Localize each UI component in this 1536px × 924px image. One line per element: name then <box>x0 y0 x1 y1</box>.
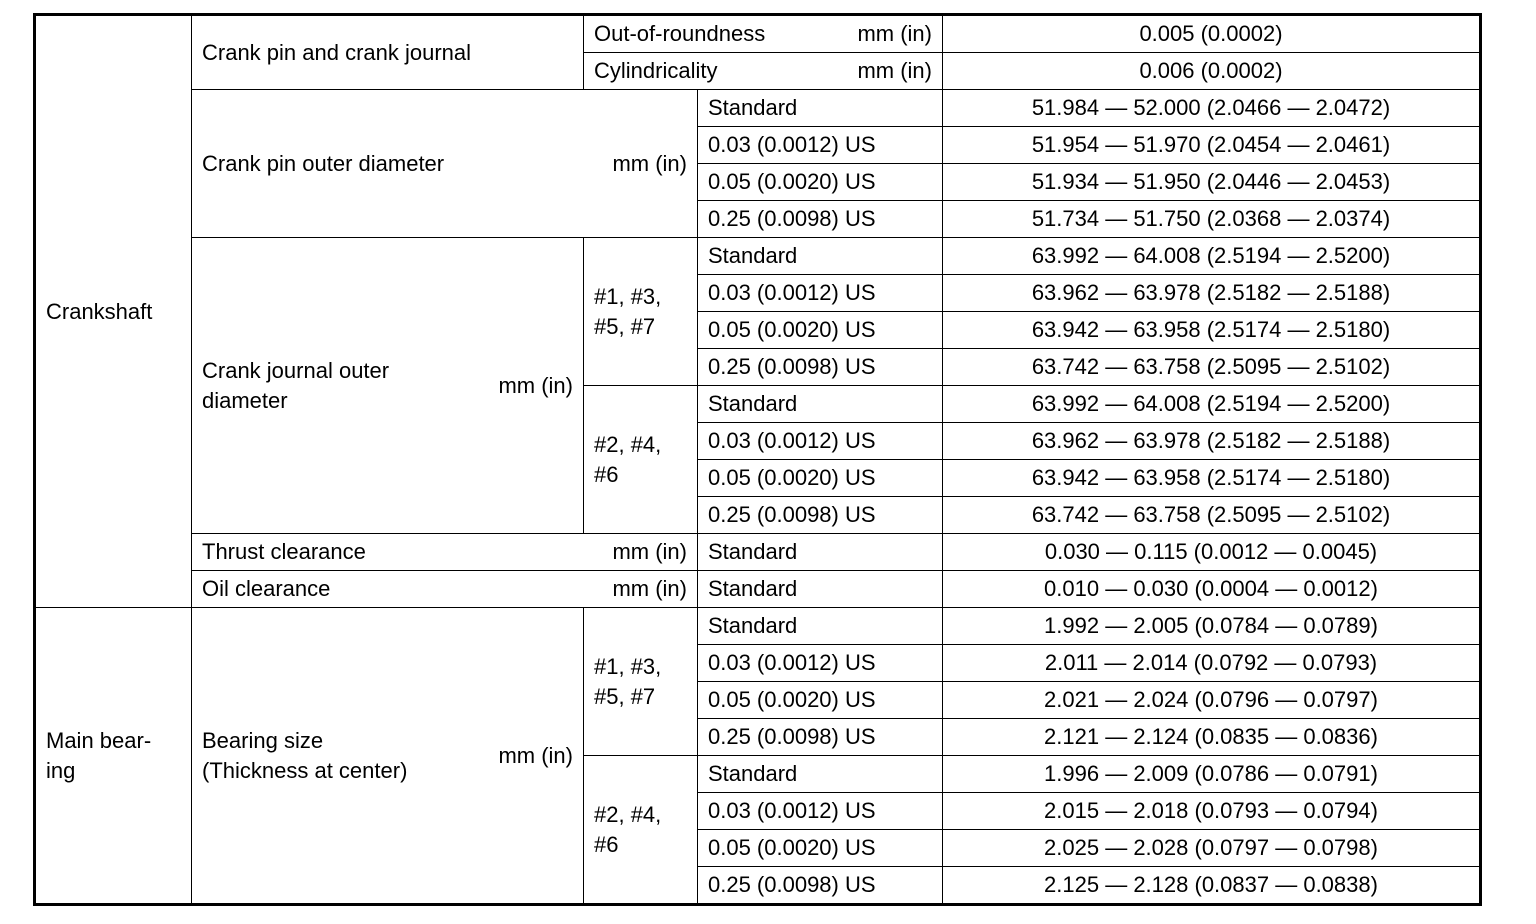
roundness-item-label: Crank pin and crank journal <box>202 39 472 65</box>
grade-cell: 0.05 (0.0020) US <box>698 312 943 349</box>
grade-cell: 0.25 (0.0098) US <box>698 201 943 238</box>
cylindricality-unit: mm (in) <box>857 58 932 83</box>
grade-cell: 0.05 (0.0020) US <box>698 682 943 719</box>
grade-cell: 0.05 (0.0020) US <box>698 460 943 497</box>
value-cell: 2.015 — 2.018 (0.0793 — 0.0794) <box>943 793 1481 830</box>
crank-pin-label: Crank pin outer diameter <box>202 150 445 176</box>
bearing-group-b-cell <box>584 756 698 905</box>
grade-cell: 0.03 (0.0012) US <box>698 423 943 460</box>
grade-cell: 0.05 (0.0020) US <box>698 164 943 201</box>
journal-group-a-line2: #5, #7 <box>594 313 656 339</box>
grade-cell: 0.25 (0.0098) US <box>698 497 943 534</box>
bearing-size-label-line2: (Thickness at center) <box>202 757 408 783</box>
value-cell: 0.030 — 0.115 (0.0012 — 0.0045) <box>943 534 1481 571</box>
table-row <box>35 238 1481 275</box>
grade-cell: Standard <box>698 386 943 423</box>
thrust-clearance-unit: mm (in) <box>612 539 687 564</box>
oil-clearance-cell <box>192 571 698 608</box>
bearing-size-unit: mm (in) <box>498 742 573 768</box>
bearing-group-b-line2: #6 <box>594 831 619 857</box>
grade-cell: 0.03 (0.0012) US <box>698 127 943 164</box>
bearing-group-a-line2: #5, #7 <box>594 683 656 709</box>
value-cell: 0.010 — 0.030 (0.0004 — 0.0012) <box>943 571 1481 608</box>
main-bearing-section-label <box>35 608 192 905</box>
table-row <box>35 15 1481 53</box>
grade-cell: Standard <box>698 608 943 645</box>
table-row <box>35 571 1481 608</box>
crank-journal-label <box>202 356 389 416</box>
value-cell: 1.992 — 2.005 (0.0784 — 0.0789) <box>943 608 1481 645</box>
out-of-roundness-value: 0.005 (0.0002) <box>943 15 1481 53</box>
value-cell: 63.962 — 63.978 (2.5182 — 2.5188) <box>943 423 1481 460</box>
grade-cell: 0.25 (0.0098) US <box>698 867 943 905</box>
grade-cell: 0.03 (0.0012) US <box>698 793 943 830</box>
grade-cell: 0.05 (0.0020) US <box>698 830 943 867</box>
cylindricality-label: Cylindricality <box>594 58 718 83</box>
crank-journal-label-line1: Crank journal outer <box>202 357 390 383</box>
crank-journal-label-line2: diameter <box>202 387 288 413</box>
value-cell: 51.954 — 51.970 (2.0454 — 2.0461) <box>943 127 1481 164</box>
out-of-roundness-label: Out-of-roundness <box>594 21 766 46</box>
value-cell: 1.996 — 2.009 (0.0786 — 0.0791) <box>943 756 1481 793</box>
value-cell: 51.934 — 51.950 (2.0446 — 2.0453) <box>943 164 1481 201</box>
main-bearing-label-line2: ing <box>46 757 76 783</box>
grade-cell: Standard <box>698 238 943 275</box>
value-cell: 63.992 — 64.008 (2.5194 — 2.5200) <box>943 386 1481 423</box>
crank-journal-unit: mm (in) <box>498 372 573 398</box>
grade-cell: 0.03 (0.0012) US <box>698 275 943 312</box>
bearing-group-b-line1: #2, #4, <box>594 801 662 827</box>
spec-table <box>33 13 1482 906</box>
value-cell: 2.121 — 2.124 (0.0835 — 0.0836) <box>943 719 1481 756</box>
thrust-clearance-label: Thrust clearance <box>202 539 366 564</box>
grade-cell: 0.25 (0.0098) US <box>698 719 943 756</box>
bearing-size-label-line1: Bearing size <box>202 727 324 753</box>
value-cell: 2.021 — 2.024 (0.0796 — 0.0797) <box>943 682 1481 719</box>
grade-cell: 0.03 (0.0012) US <box>698 645 943 682</box>
grade-cell: Standard <box>698 90 943 127</box>
roundness-item-cell <box>192 15 584 90</box>
value-cell: 51.734 — 51.750 (2.0368 — 2.0374) <box>943 201 1481 238</box>
grade-cell: Standard <box>698 534 943 571</box>
bearing-size-label <box>202 726 407 786</box>
journal-group-a-line1: #1, #3, <box>594 283 662 309</box>
bearing-group-a-line1: #1, #3, <box>594 653 662 679</box>
thrust-clearance-cell <box>192 534 698 571</box>
value-cell: 2.025 — 2.028 (0.0797 — 0.0798) <box>943 830 1481 867</box>
table-row <box>35 534 1481 571</box>
value-cell: 63.942 — 63.958 (2.5174 — 2.5180) <box>943 460 1481 497</box>
out-of-roundness-unit: mm (in) <box>857 21 932 46</box>
main-bearing-label-line1: Main bear- <box>46 727 152 753</box>
table-row <box>35 90 1481 127</box>
value-cell: 63.962 — 63.978 (2.5182 — 2.5188) <box>943 275 1481 312</box>
journal-group-b-cell <box>584 386 698 534</box>
value-cell: 51.984 — 52.000 (2.0466 — 2.0472) <box>943 90 1481 127</box>
crankshaft-label: Crankshaft <box>46 298 153 324</box>
crank-pin-unit: mm (in) <box>612 150 687 176</box>
cylindricality-cell <box>584 53 943 90</box>
value-cell: 63.742 — 63.758 (2.5095 — 2.5102) <box>943 349 1481 386</box>
journal-group-a-cell <box>584 238 698 386</box>
table-row <box>35 608 1481 645</box>
grade-cell: 0.25 (0.0098) US <box>698 349 943 386</box>
value-cell: 63.942 — 63.958 (2.5174 — 2.5180) <box>943 312 1481 349</box>
crank-pin-label-cell <box>192 90 698 238</box>
value-cell: 2.011 — 2.014 (0.0792 — 0.0793) <box>943 645 1481 682</box>
grade-cell: Standard <box>698 571 943 608</box>
journal-group-b-line2: #6 <box>594 461 619 487</box>
value-cell: 63.742 — 63.758 (2.5095 — 2.5102) <box>943 497 1481 534</box>
cylindricality-value: 0.006 (0.0002) <box>943 53 1481 90</box>
grade-cell: Standard <box>698 756 943 793</box>
bearing-size-label-cell <box>192 608 584 905</box>
journal-group-b-line1: #2, #4, <box>594 431 662 457</box>
crank-journal-label-cell <box>192 238 584 534</box>
value-cell: 2.125 — 2.128 (0.0837 — 0.0838) <box>943 867 1481 905</box>
bearing-group-a-cell <box>584 608 698 756</box>
out-of-roundness-cell <box>584 15 943 53</box>
oil-clearance-label: Oil clearance <box>202 576 331 601</box>
crankshaft-section-label <box>35 15 192 608</box>
value-cell: 63.992 — 64.008 (2.5194 — 2.5200) <box>943 238 1481 275</box>
oil-clearance-unit: mm (in) <box>612 576 687 601</box>
